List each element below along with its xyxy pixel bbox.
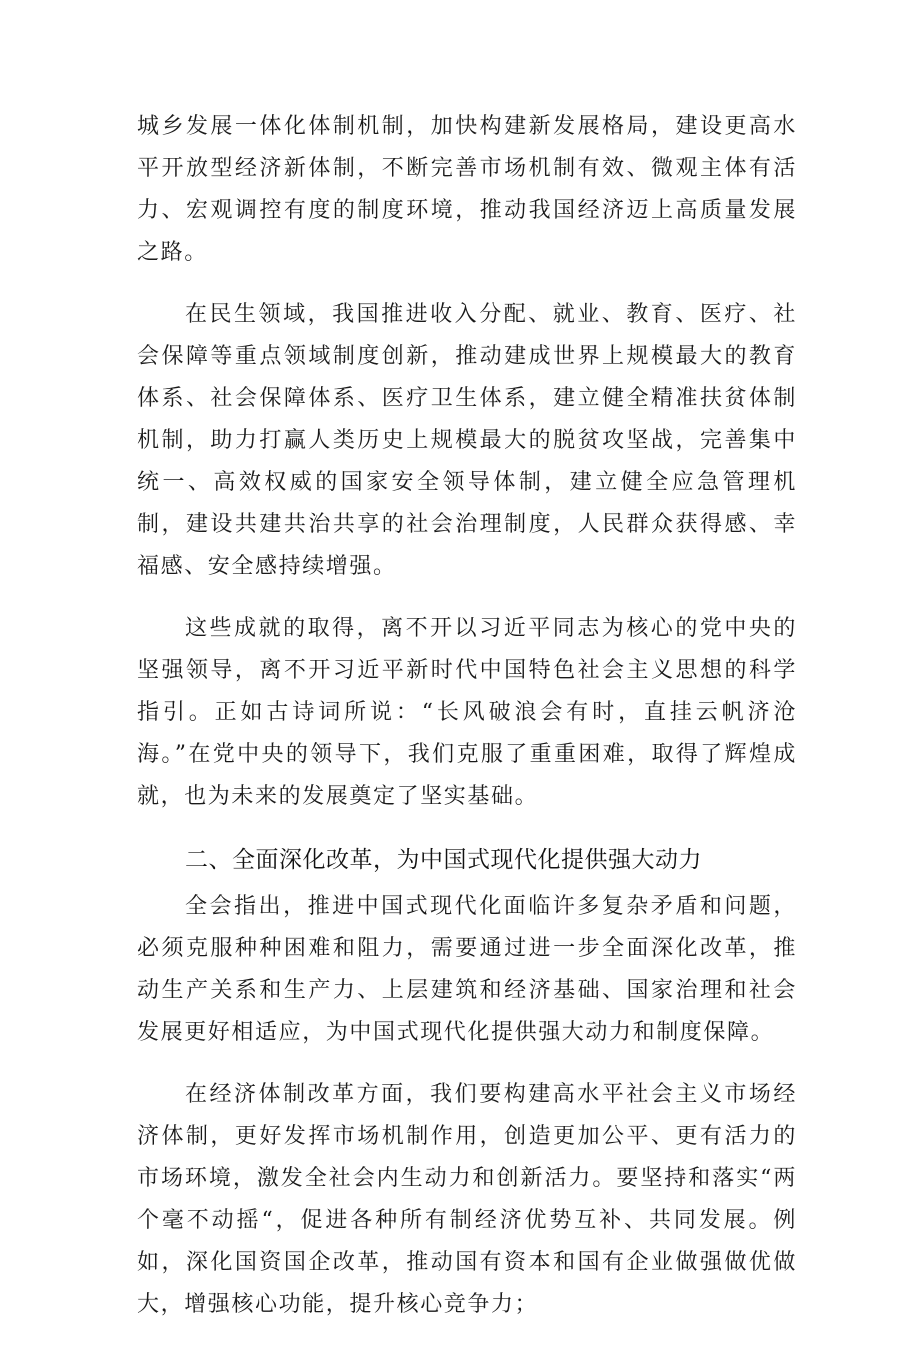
document-body [137,106,797,1346]
paragraph-continued: 城乡发展一体化体制机制，加快构建新发展格局，建设更高水平开放型经济新体制，不断完善市场机制有效、微观主体有活力、宏观调控有度的制度环境，推动我国经济迈上高质量发展之路。 [137,114,797,265]
paragraph-economic-reform: 在经济体制改革方面，我们要构建高水平社会主义市场经济体制，更好发挥市场机制作用，创造更加公平、更有活力的市场环境，激发全社会内生动力和创新活力。要坚持和落实“两个毫不动摇“，促进各种所有制经济优势互补、共同发展。例如，深化国资国企改革，推动国有资本和国有企业做强做优做大，增强核心功能，提升核心竞争力； [137,1082,797,1317]
section-heading: 二、全面深化改革，为中国式现代化提供强大动力 [185,847,702,873]
paragraph-livelihood: 在民生领域，我国推进收入分配、就业、教育、医疗、社会保障等重点领域制度创新，推动建成世界上规模最大的教育体系、社会保障体系、医疗卫生体系，建立健全精准扶贫体制机制，助力打赢人类历史上规模最大的脱贫攻坚战，完善集中统一、高效权威的国家安全领导体制，建立健全应急管理机制，建设共建共治共享的社会治理制度，人民群众获得感、幸福感、安全感持续增强。 [137,302,797,579]
paragraph-achievements: 这些成就的取得，离不开以习近平同志为核心的党中央的坚强领导，离不开习近平新时代中国特色社会主义思想的科学指引。正如古诗词所说：“长风破浪会有时，直挂云帆济沧海。”在党中央的领导下，我们克服了重重困难，取得了辉煌成就，也为未来的发展奠定了坚实基础。 [137,616,797,809]
paragraph-plenary: 全会指出，推进中国式现代化面临许多复杂矛盾和问题，必须克服种种困难和阻力，需要通过进一步全面深化改革，推动生产关系和生产力、上层建筑和经济基础、国家治理和社会发展更好相适应，为中国式现代化提供强大动力和制度保障。 [137,894,797,1045]
